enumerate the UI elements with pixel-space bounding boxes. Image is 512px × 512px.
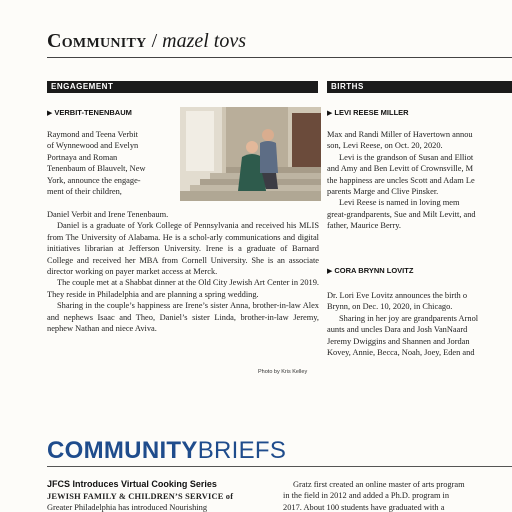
brief-headline: JFCS Introduces Virtual Cooking Series: [47, 479, 217, 489]
brief-right-column: [283, 479, 512, 512]
briefs-rule: [47, 466, 512, 467]
birth-line: Sharing in her joy are grandparents Arnol: [339, 313, 479, 323]
engagement-bar: ENGAGEMENT: [47, 81, 318, 93]
births-item-2: [327, 290, 512, 370]
briefs-title-bold: COMMUNITY: [47, 437, 198, 464]
birth-line: parents Marge and Clive Pinsker.: [327, 187, 439, 197]
engagement-photo: [180, 107, 321, 201]
birth-line: Levi is the grandson of Susan and Elliot: [339, 152, 474, 162]
births-item-1: [327, 129, 512, 239]
engagement-body: [47, 209, 319, 334]
engagement-paragraph: Sharing in the couple’s happiness are Irene’s sister Anna, brother-in-law Alex and nephews Isaac and Theo, Daniel’s sister Linda, brother-in-law Jeremy, nephew Nathan and niece Aviva.: [47, 301, 319, 334]
birth-line: great-grandparents, Sue and Milt Levitt, and: [327, 209, 476, 219]
birth-line: son, Levi Reese, on Oct. 20, 2020.: [327, 141, 443, 151]
intro-line: Portnaya and Roman: [47, 152, 118, 162]
brief-line: in the field in 2012 and added a Ph.D. program in: [283, 491, 450, 501]
brief-line: JEWISH FAMILY & CHILDREN’S SERVICE of: [47, 492, 234, 501]
engagement-paragraph: Daniel is a graduate of York College of Pennsylvania and received his MLIS from The University of Alabama. He is a schol-arly communications and digital initiatives librarian at Jefferson University. Irene is a graduate of Barnard College and received her MBA from Cornell University. She is an associate director working on payer market access at Merck.: [47, 221, 319, 277]
intro-line: Raymond and Teena Verbit: [47, 130, 138, 139]
birth-line: and Amy and Ben Levitt of Crownsville, M: [327, 164, 474, 174]
birth-line: Brynn, on Dec. 10, 2020, in Chicago.: [327, 302, 453, 312]
couple-photo-image: [180, 107, 321, 201]
briefs-title-light: BRIEFS: [197, 437, 287, 464]
section-title-main: Community: [47, 30, 147, 52]
section-title-separator: /: [146, 30, 163, 52]
engagement-subhead: [47, 108, 132, 117]
engagement-continuation: Daniel Verbit and Irene Tenenbaum.: [47, 210, 169, 219]
births-subhead-1: [327, 108, 409, 117]
engagement-paragraph: The couple met at a Shabbat dinner at the Old City Jewish Art Center in 2019. They reside in Philadelphia and are planning a spring wedding.: [47, 278, 319, 299]
birth-line: father, Maurice Berry.: [327, 221, 401, 231]
brief-line: 2017. About 100 students have graduated with a: [283, 502, 445, 512]
brief-left-column: [47, 491, 275, 512]
brief-line: Gratz first created an online master of arts program: [293, 480, 465, 489]
births-subhead-label: LEVI REESE MILLER: [334, 108, 409, 117]
birth-line: aunts and uncles Dara and Josh VanNaard: [327, 325, 468, 335]
photo-credit: Photo by Kris Kelley: [258, 369, 308, 375]
intro-line: of Wynnewood and Evelyn: [47, 141, 139, 151]
births-bar: BIRTHS: [327, 81, 512, 93]
birth-line: Max and Randi Miller of Havertown annou: [327, 130, 473, 139]
intro-line: ment of their children,: [47, 187, 122, 197]
brief-line: Greater Philadelphia has introduced Nourishing: [47, 503, 208, 512]
birth-line: Levi Reese is named in loving mem: [339, 198, 460, 208]
birth-line: Dr. Lori Eve Lovitz announces the birth o: [327, 291, 468, 300]
intro-line: York, announce the engage-: [47, 175, 141, 185]
birth-line: Kovey, Annie, Becca, Noah, Joey, Eden and: [327, 348, 475, 358]
header-rule: [47, 57, 512, 58]
engagement-subhead-label: VERBIT-TENENBAUM: [54, 108, 132, 117]
births-subhead-label: CORA BRYNN LOVITZ: [334, 266, 414, 275]
community-briefs-title: [47, 437, 286, 465]
intro-line: Tenenbaum of Blauvelt, New: [47, 164, 146, 174]
engagement-intro: [47, 129, 175, 197]
triangle-right-icon: ▶: [327, 268, 333, 275]
triangle-right-icon: ▶: [47, 110, 53, 117]
birth-line: Jeremy Dwiggins and Shannen and Jordan: [327, 336, 470, 346]
triangle-right-icon: ▶: [327, 110, 333, 117]
births-subhead-2: [327, 266, 413, 275]
birth-line: the happiness are uncles Scott and Adam Le: [327, 175, 475, 185]
section-title-sub: mazel tovs: [162, 30, 247, 52]
page-section-title: [47, 30, 246, 53]
